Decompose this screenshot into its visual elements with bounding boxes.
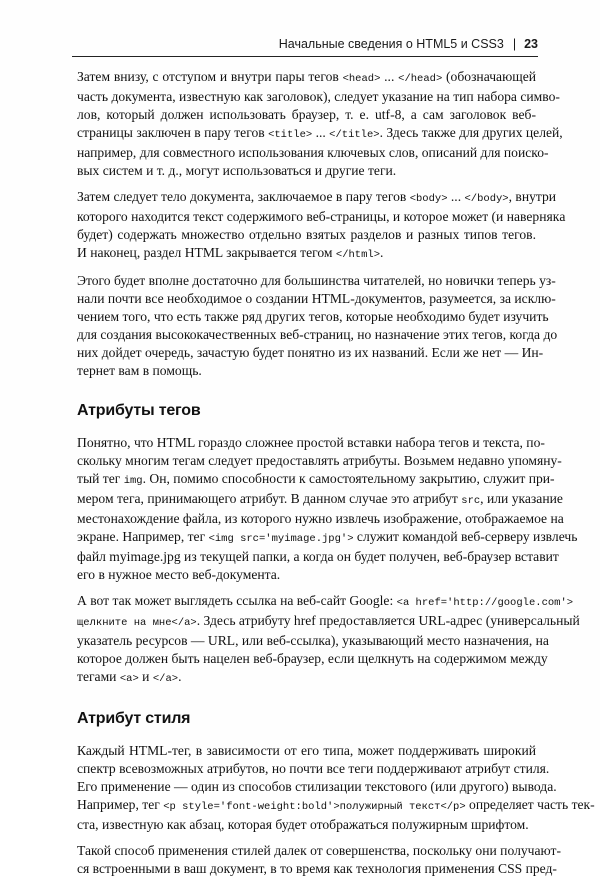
text-line: чением того, что есть также ряд других тегов, которые необходимо будет изучить xyxy=(77,309,549,324)
text-line: спектр всевозможных атрибутов, но почти все теги поддерживают атрибут стиля. xyxy=(77,761,550,776)
text-line: И наконец, раздел HTML закрывается тегом </html>. xyxy=(77,245,384,261)
text-line: скольку многим тегам следует предоставлять атрибуты. Возьмем недавно упомяну- xyxy=(77,453,562,468)
header-rule xyxy=(72,56,538,57)
text-line: для создания высококачественных веб-страниц, но назначение этих тегов, когда до xyxy=(77,327,558,342)
paragraph-style-attribute xyxy=(77,742,595,834)
text-line: Этого будет вполне достаточно для большинства читателей, но новички теперь уз- xyxy=(77,273,556,288)
text-line: которого находится текст содержимого веб-страницы, и которое может (и навернякa xyxy=(77,209,566,224)
text-line: его в нужное место веб-документа. xyxy=(77,567,281,582)
text-line: Затем следует тело документа, заключаемое в пару тегов <body> ... </body>, внутри xyxy=(77,189,557,205)
page-body xyxy=(77,68,595,886)
text-line: Затем внизу, с отступом и внутри пары тегов <head> ... </head> (обозначающей xyxy=(77,69,537,85)
paragraph-summary xyxy=(77,272,558,380)
text-line: тернет вам в помощь. xyxy=(77,363,202,378)
text-line: например, для совместного использования ключевых слов, описаний для поиско- xyxy=(77,145,549,160)
text-line: Например, тег <p style='font-weight:bold'>полужирный текст</p> определяет часть тек- xyxy=(77,797,595,813)
text-line: Его применение — один из способов стилизации текстового (или другого) вывода. xyxy=(77,779,557,794)
paragraph-link-example xyxy=(77,592,580,688)
text-line: экране. Например, тег <img src='myimage.jpg'> служит командой веб-серверу извлечь xyxy=(77,529,578,545)
text-line: Понятно, что HTML гораздо сложнее простой вставки набора тегов и текста, по- xyxy=(77,435,545,450)
paragraph-body-section xyxy=(77,188,566,264)
paragraph-attributes xyxy=(77,434,578,584)
header-separator: | xyxy=(512,37,517,51)
text-line: ся встроенными в ваш документ, в то время как технология применения CSS пред- xyxy=(77,861,557,876)
text-line: А вот так может выглядеть ссылка на веб-сайт Google: <a href='http://google.com'> xyxy=(77,593,574,609)
text-line: часть документа, известную как заголовок), следует указание на тип набора симво- xyxy=(77,89,560,104)
text-line: указатель ресурсов — URL, или веб-ссылка), указывающий место назначения, на xyxy=(77,633,549,648)
text-line: вых систем и т. д., могут использоваться и другие теги. xyxy=(77,163,397,178)
page-number: 23 xyxy=(524,37,538,51)
running-title: Начальные сведения о HTML5 и CSS3 xyxy=(278,37,504,51)
text-line: страницы заключен в пару тегов <title> ... </title>. Здесь также для других целей, xyxy=(77,125,563,141)
section-heading-style: Атрибут стиля xyxy=(77,710,191,727)
text-line: ста, известную как абзац, которая будет отображаться полужирным шрифтом. xyxy=(77,817,529,832)
paragraph-inline-styles xyxy=(77,842,561,878)
text-line: мером тега, принимающего атрибут. В данном случае это атрибут src, или указание xyxy=(77,491,563,507)
running-header xyxy=(72,36,538,52)
text-line: щелкните на мне</a>. Здесь атрибуту href предоставляется URL-адрес (универсальный xyxy=(77,613,580,629)
paragraph-head-section xyxy=(77,68,563,180)
text-line: тый тег img. Он, помимо способности к самостоятельному закрытию, служит при- xyxy=(77,471,555,487)
text-line: местонахождение файла, из которого нужно извлечь изображение, отображаемое на xyxy=(77,511,564,526)
text-line: Такой способ применения стилей далек от совершенства, поскольку они получают- xyxy=(77,843,561,858)
text-line: будет) содержать множество отдельно взятых разделов и разных типов тегов. xyxy=(77,227,536,242)
text-line: файл myimage.jpg из текущей папки, а когда он будет получен, веб-браузер вставит xyxy=(77,549,559,564)
text-line: нали почти все необходимое о создании HTML-документов, разумеется, за исклю- xyxy=(77,291,556,306)
text-line: них дойдет очередь, зачастую будет понятно из их названий. Если же нет — Ин- xyxy=(77,345,544,360)
section-heading-attributes: Атрибуты тегов xyxy=(77,402,201,419)
text-line: которое должен быть нацелен веб-браузер, если щелкнуть на содержимом между xyxy=(77,651,548,666)
text-line: тегами <a> и </a>. xyxy=(77,669,182,685)
text-line: Каждый HTML-тег, в зависимости от его типа, может поддерживать широкий xyxy=(77,743,536,758)
text-line: лов, который должен использовать браузер, т. е. utf-8, а сам заголовок веб- xyxy=(77,107,536,122)
